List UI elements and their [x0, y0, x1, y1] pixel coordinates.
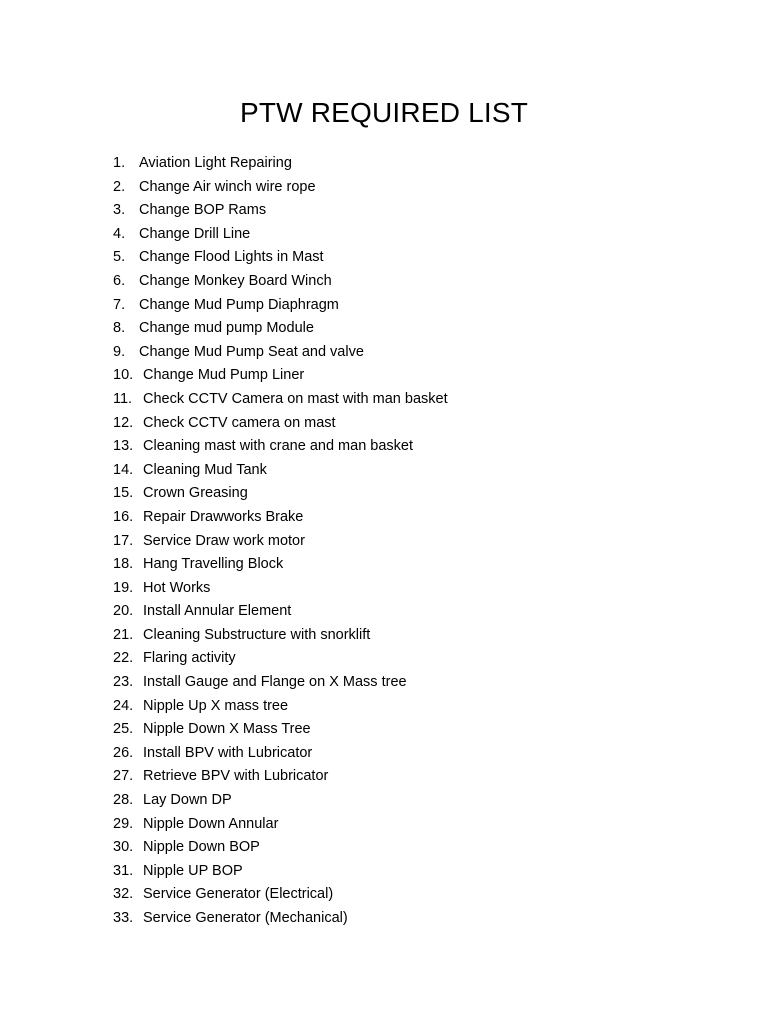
list-item-text: Nipple Down BOP	[143, 839, 260, 856]
list-item-number: 28.	[113, 792, 134, 809]
list-item-text: Cleaning Mud Tank	[143, 461, 267, 478]
list-item	[113, 600, 448, 624]
list-item-text: Hang Travelling Block	[143, 556, 284, 573]
list-item-number: 12.	[113, 414, 134, 431]
list-item-number: 8.	[113, 320, 126, 337]
list-item-text: Nipple Up X mass tree	[143, 697, 289, 714]
list-item-number: 1.	[113, 155, 126, 171]
list-item-text: Cleaning mast with crane and man basket	[143, 438, 414, 455]
list-item-number: 10.	[113, 367, 134, 384]
list-item	[113, 553, 448, 577]
list-item-text: Install BPV with Lubricator	[143, 744, 313, 761]
list-item-number: 13.	[113, 438, 134, 455]
list-item-text: Install Annular Element	[143, 603, 292, 620]
list-item	[113, 412, 448, 436]
list-item-text: Change Air winch wire rope	[139, 178, 316, 195]
list-item	[113, 647, 448, 671]
list-item-number: 25.	[113, 721, 134, 738]
list-item-text: Change Monkey Board Winch	[139, 272, 332, 289]
list-item-text: Install Gauge and Flange on X Mass tree	[143, 674, 407, 691]
list-item	[113, 742, 448, 766]
list-item	[113, 435, 448, 459]
list-item	[113, 577, 448, 601]
list-item-text: Change Flood Lights in Mast	[139, 249, 324, 266]
list-item	[113, 718, 448, 742]
list-item	[113, 506, 448, 530]
list-item-text: Crown Greasing	[143, 485, 248, 502]
list-item-number: 6.	[113, 272, 126, 289]
list-item-text: Service Generator (Mechanical)	[143, 910, 348, 926]
list-item-text: Flaring activity	[143, 650, 236, 667]
list-item-number: 22.	[113, 650, 134, 667]
list-item-text: Change Mud Pump Diaphragm	[139, 296, 339, 313]
list-item-number: 20.	[113, 603, 134, 620]
list-item	[113, 199, 448, 223]
list-item-text: Check CCTV camera on mast	[143, 414, 336, 431]
list-item	[113, 482, 448, 506]
ptw-list	[113, 152, 448, 931]
list-item-text: Aviation Light Repairing	[139, 155, 292, 171]
list-item-number: 14.	[113, 461, 134, 478]
list-item	[113, 459, 448, 483]
list-item	[113, 530, 448, 554]
list-item-number: 7.	[113, 296, 126, 313]
list-item-number: 31.	[113, 862, 134, 879]
list-item-text: Change mud pump Module	[139, 320, 314, 337]
list-item	[113, 294, 448, 318]
list-item-number: 18.	[113, 556, 134, 573]
list-item-number: 27.	[113, 768, 134, 785]
list-item-text: Change BOP Rams	[139, 202, 267, 219]
list-item-text: Change Drill Line	[139, 225, 251, 242]
list-item-text: Service Generator (Electrical)	[143, 886, 334, 903]
list-item-text: Nipple UP BOP	[143, 862, 243, 879]
list-item	[113, 765, 448, 789]
list-item	[113, 223, 448, 247]
list-item-number: 11.	[113, 390, 133, 407]
page-title: PTW REQUIRED LIST	[239, 97, 529, 128]
list-item	[113, 624, 448, 648]
list-item-number: 16.	[113, 508, 134, 525]
list-item-number: 32.	[113, 886, 134, 903]
list-item-text: Repair Drawworks Brake	[143, 508, 304, 525]
list-item-number: 29.	[113, 815, 134, 832]
list-item	[113, 671, 448, 695]
list-item-number: 33.	[113, 910, 134, 926]
list-item-number: 5.	[113, 249, 126, 266]
list-item	[113, 270, 448, 294]
list-item	[113, 789, 448, 813]
list-item	[113, 317, 448, 341]
list-item-text: Nipple Down Annular	[143, 815, 279, 832]
list-item-number: 30.	[113, 839, 134, 856]
list-item	[113, 907, 448, 931]
list-item	[113, 813, 448, 837]
list-item-number: 21.	[113, 626, 134, 643]
list-item-text: Service Draw work motor	[143, 532, 305, 549]
list-item-text: Check CCTV Camera on mast with man basket	[143, 390, 448, 407]
list-item	[113, 246, 448, 270]
list-item-number: 9.	[113, 343, 126, 360]
list-item-number: 23.	[113, 674, 134, 691]
list-item-text: Change Mud Pump Liner	[143, 367, 305, 384]
list-item-text: Lay Down DP	[143, 792, 232, 809]
list-item	[113, 152, 448, 176]
list-item-text: Hot Works	[143, 579, 211, 596]
list-item	[113, 836, 448, 860]
list-item	[113, 388, 448, 412]
list-item-number: 24.	[113, 697, 134, 714]
list-item	[113, 176, 448, 200]
list-item-text: Change Mud Pump Seat and valve	[139, 343, 364, 360]
list-item-number: 17.	[113, 532, 134, 549]
list-item-number: 2.	[113, 178, 126, 195]
list-item-number: 15.	[113, 485, 134, 502]
list-item	[113, 695, 448, 719]
list-item-text: Retrieve BPV with Lubricator	[143, 768, 329, 785]
list-item	[113, 364, 448, 388]
list-item	[113, 860, 448, 884]
list-item-text: Cleaning Substructure with snorklift	[143, 626, 371, 643]
list-item-number: 3.	[113, 202, 126, 219]
list-item-number: 19.	[113, 579, 134, 596]
list-item-number: 26.	[113, 744, 134, 761]
list-item	[113, 883, 448, 907]
list-item-number: 4.	[113, 225, 126, 242]
list-item	[113, 341, 448, 365]
list-item-text: Nipple Down X Mass Tree	[143, 721, 311, 738]
